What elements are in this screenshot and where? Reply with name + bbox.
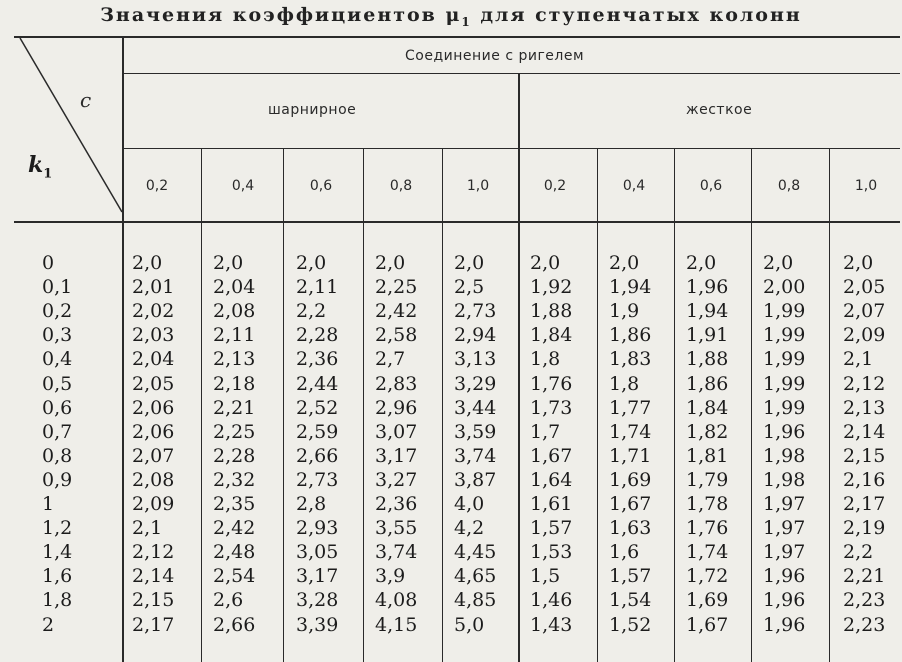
table-cell: 4,08 xyxy=(375,589,418,611)
table-cell: 1,67 xyxy=(686,614,729,636)
table-cell: 3,27 xyxy=(375,469,418,491)
c-header-cell: 0,2 xyxy=(145,178,169,194)
row-k1-label: 0 xyxy=(42,252,55,274)
table-cell: 2,11 xyxy=(213,324,256,346)
table-cell: 2,7 xyxy=(375,348,406,370)
table-cell: 1,92 xyxy=(530,276,573,298)
table-cell: 1,64 xyxy=(530,469,573,491)
table-cell: 1,82 xyxy=(686,421,729,443)
table-cell: 1,5 xyxy=(530,565,561,587)
table-cell: 2,59 xyxy=(296,421,339,443)
table-cell: 1,6 xyxy=(609,541,640,563)
vline-c8 xyxy=(751,149,752,662)
row-k1-label: 1 xyxy=(42,493,55,515)
table-cell: 2,1 xyxy=(843,348,874,370)
table-cell: 2,5 xyxy=(454,276,485,298)
table-cell: 1,96 xyxy=(763,565,806,587)
table-cell: 1,74 xyxy=(609,421,652,443)
corner-label-k1 xyxy=(28,152,52,181)
table-cell: 2,58 xyxy=(375,324,418,346)
table-cell: 1,96 xyxy=(763,614,806,636)
table-cell: 3,13 xyxy=(454,348,497,370)
c-header-cell: 0,4 xyxy=(622,178,646,194)
group-header: Соединение с ригелем xyxy=(405,48,585,64)
vline-c1 xyxy=(201,149,202,662)
table-cell: 2,0 xyxy=(843,252,874,274)
vline-c6 xyxy=(597,149,598,662)
table-cell: 1,96 xyxy=(763,421,806,443)
table-cell: 2,05 xyxy=(132,373,175,395)
vline-c9 xyxy=(829,149,830,662)
table-cell: 1,99 xyxy=(763,348,806,370)
table-cell: 4,85 xyxy=(454,589,497,611)
table-cell: 3,05 xyxy=(296,541,339,563)
row-k1-label: 0,4 xyxy=(42,348,73,370)
table-cell: 1,83 xyxy=(609,348,652,370)
table-cell: 2,00 xyxy=(763,276,806,298)
table-cell: 2,35 xyxy=(213,493,256,515)
table-cell: 2,08 xyxy=(213,300,256,322)
table-cell: 2,23 xyxy=(843,614,886,636)
table-cell: 2,94 xyxy=(454,324,497,346)
title-subscript: 1 xyxy=(461,14,472,29)
table-cell: 1,81 xyxy=(686,445,729,467)
table-cell: 2,96 xyxy=(375,397,418,419)
table-cell: 3,39 xyxy=(296,614,339,636)
table-cell: 1,46 xyxy=(530,589,573,611)
table-cell: 2,19 xyxy=(843,517,886,539)
table-cell: 2,2 xyxy=(843,541,874,563)
row-k1-label: 0,9 xyxy=(42,469,73,491)
table-cell: 1,97 xyxy=(763,493,806,515)
table-cell: 4,65 xyxy=(454,565,497,587)
table-cell: 2,07 xyxy=(843,300,886,322)
table-cell: 2,06 xyxy=(132,421,175,443)
table-cell: 3,29 xyxy=(454,373,497,395)
table-cell: 1,96 xyxy=(686,276,729,298)
table-cell: 1,99 xyxy=(763,300,806,322)
table-cell: 3,87 xyxy=(454,469,497,491)
table-cell: 2,0 xyxy=(686,252,717,274)
table-cell: 1,76 xyxy=(530,373,573,395)
table-cell: 2,52 xyxy=(296,397,339,419)
table-cell: 2,73 xyxy=(296,469,339,491)
table-cell: 1,7 xyxy=(530,421,561,443)
table-cell: 2,48 xyxy=(213,541,256,563)
table-cell: 1,79 xyxy=(686,469,729,491)
vline-corner xyxy=(122,37,124,662)
table-cell: 1,63 xyxy=(609,517,652,539)
title-text: Значения коэффициентов μ xyxy=(100,4,462,26)
table-cell: 2,21 xyxy=(843,565,886,587)
table-cell: 2,0 xyxy=(763,252,794,274)
c-header-cell: 1,0 xyxy=(854,178,878,194)
corner-k: k xyxy=(28,152,44,178)
table-cell: 2,42 xyxy=(375,300,418,322)
table-cell: 3,44 xyxy=(454,397,497,419)
table-cell: 3,17 xyxy=(296,565,339,587)
row-k1-label: 2 xyxy=(42,614,55,636)
table-cell: 1,86 xyxy=(609,324,652,346)
row-k1-label: 0,8 xyxy=(42,445,73,467)
corner-k-sub: 1 xyxy=(43,166,53,182)
table-cell: 2,2 xyxy=(296,300,327,322)
table-cell: 1,53 xyxy=(530,541,573,563)
row-k1-label: 0,5 xyxy=(42,373,73,395)
table-cell: 2,1 xyxy=(132,517,163,539)
row-k1-label: 0,6 xyxy=(42,397,73,419)
table-cell: 2,0 xyxy=(375,252,406,274)
table-cell: 1,78 xyxy=(686,493,729,515)
row-k1-label: 1,8 xyxy=(42,589,73,611)
table-cell: 1,43 xyxy=(530,614,573,636)
table-cell: 2,66 xyxy=(296,445,339,467)
c-header-cell: 1,0 xyxy=(466,178,490,194)
table-cell: 1,99 xyxy=(763,373,806,395)
table-cell: 2,0 xyxy=(454,252,485,274)
table-cell: 2,21 xyxy=(213,397,256,419)
row-k1-label: 1,6 xyxy=(42,565,73,587)
table-cell: 1,84 xyxy=(530,324,573,346)
table-cell: 2,14 xyxy=(843,421,886,443)
table-cell: 1,8 xyxy=(530,348,561,370)
table-cell: 1,54 xyxy=(609,589,652,611)
table-cell: 2,17 xyxy=(843,493,886,515)
table-cell: 1,99 xyxy=(763,324,806,346)
table-cell: 2,73 xyxy=(454,300,497,322)
table-cell: 2,32 xyxy=(213,469,256,491)
table-cell: 3,9 xyxy=(375,565,406,587)
c-header-cell: 0,8 xyxy=(389,178,413,194)
table-cell: 4,0 xyxy=(454,493,485,515)
table-cell: 5,0 xyxy=(454,614,485,636)
table-cell: 4,45 xyxy=(454,541,497,563)
table-cell: 1,97 xyxy=(763,541,806,563)
table-cell: 1,76 xyxy=(686,517,729,539)
table-cell: 1,8 xyxy=(609,373,640,395)
table-cell: 2,02 xyxy=(132,300,175,322)
table-cell: 2,03 xyxy=(132,324,175,346)
table-cell: 2,0 xyxy=(296,252,327,274)
table-cell: 2,12 xyxy=(843,373,886,395)
table-cell: 2,04 xyxy=(132,348,175,370)
table-cell: 2,28 xyxy=(213,445,256,467)
hinged-header: шарнирное xyxy=(268,102,357,118)
table-cell: 2,09 xyxy=(132,493,175,515)
table-cell: 3,74 xyxy=(375,541,418,563)
table-cell: 1,86 xyxy=(686,373,729,395)
c-header-cell: 0,6 xyxy=(309,178,333,194)
table-cell: 3,74 xyxy=(454,445,497,467)
table-cell: 2,08 xyxy=(132,469,175,491)
table-cell: 1,52 xyxy=(609,614,652,636)
title-suffix: для ступенчатых колонн xyxy=(471,4,802,26)
table-cell: 2,83 xyxy=(375,373,418,395)
table-cell: 2,23 xyxy=(843,589,886,611)
table-cell: 2,18 xyxy=(213,373,256,395)
table-cell: 2,66 xyxy=(213,614,256,636)
c-header-cell: 0,6 xyxy=(699,178,723,194)
table-cell: 2,17 xyxy=(132,614,175,636)
table-cell: 2,36 xyxy=(375,493,418,515)
table-cell: 2,25 xyxy=(213,421,256,443)
table-cell: 1,99 xyxy=(763,397,806,419)
table-cell: 1,88 xyxy=(686,348,729,370)
table-cell: 1,72 xyxy=(686,565,729,587)
table-cell: 2,13 xyxy=(843,397,886,419)
row-k1-label: 0,3 xyxy=(42,324,73,346)
row-k1-label: 1,2 xyxy=(42,517,73,539)
table-cell: 1,67 xyxy=(530,445,573,467)
table-cell: 2,25 xyxy=(375,276,418,298)
table-cell: 3,55 xyxy=(375,517,418,539)
table-cell: 2,15 xyxy=(843,445,886,467)
table-cell: 1,94 xyxy=(686,300,729,322)
row-k1-label: 0,2 xyxy=(42,300,73,322)
table-cell: 3,17 xyxy=(375,445,418,467)
table-cell: 1,91 xyxy=(686,324,729,346)
table-cell: 1,84 xyxy=(686,397,729,419)
table-cell: 2,07 xyxy=(132,445,175,467)
table-cell: 2,13 xyxy=(213,348,256,370)
table-cell: 2,6 xyxy=(213,589,244,611)
vline-c4 xyxy=(442,149,443,662)
table-cell: 2,0 xyxy=(132,252,163,274)
table-cell: 1,9 xyxy=(609,300,640,322)
table-cell: 3,07 xyxy=(375,421,418,443)
table-cell: 1,98 xyxy=(763,469,806,491)
table-cell: 3,59 xyxy=(454,421,497,443)
c-header-cell: 0,8 xyxy=(777,178,801,194)
table-cell: 4,2 xyxy=(454,517,485,539)
table-cell: 4,15 xyxy=(375,614,418,636)
vline-c3 xyxy=(363,149,364,662)
table-cell: 2,93 xyxy=(296,517,339,539)
table-cell: 2,12 xyxy=(132,541,175,563)
vline-c2 xyxy=(283,149,284,662)
row-k1-label: 0,1 xyxy=(42,276,73,298)
table-cell: 2,0 xyxy=(609,252,640,274)
table-cell: 1,67 xyxy=(609,493,652,515)
corner-label-c: c xyxy=(80,88,92,112)
table-cell: 2,15 xyxy=(132,589,175,611)
table-cell: 2,0 xyxy=(530,252,561,274)
table-cell: 1,88 xyxy=(530,300,573,322)
table-cell: 2,0 xyxy=(213,252,244,274)
row-k1-label: 0,7 xyxy=(42,421,73,443)
table-cell: 1,71 xyxy=(609,445,652,467)
table-cell: 2,54 xyxy=(213,565,256,587)
table-cell: 2,14 xyxy=(132,565,175,587)
table-cell: 3,28 xyxy=(296,589,339,611)
table-cell: 2,05 xyxy=(843,276,886,298)
table-cell: 1,69 xyxy=(686,589,729,611)
table-cell: 1,97 xyxy=(763,517,806,539)
table-cell: 1,98 xyxy=(763,445,806,467)
vline-c7 xyxy=(674,149,675,662)
table-cell: 2,8 xyxy=(296,493,327,515)
c-header-cell: 0,2 xyxy=(543,178,567,194)
c-header-cell: 0,4 xyxy=(231,178,255,194)
table-cell: 2,06 xyxy=(132,397,175,419)
table-cell: 1,69 xyxy=(609,469,652,491)
table-cell: 2,44 xyxy=(296,373,339,395)
table-cell: 1,77 xyxy=(609,397,652,419)
table-cell: 1,73 xyxy=(530,397,573,419)
table-cell: 2,09 xyxy=(843,324,886,346)
table-cell: 2,42 xyxy=(213,517,256,539)
table-cell: 2,11 xyxy=(296,276,339,298)
table-cell: 2,16 xyxy=(843,469,886,491)
table-cell: 1,96 xyxy=(763,589,806,611)
table-cell: 2,04 xyxy=(213,276,256,298)
table-cell: 1,74 xyxy=(686,541,729,563)
vline-group xyxy=(518,74,520,662)
table-cell: 2,36 xyxy=(296,348,339,370)
rigid-header: жесткое xyxy=(686,102,753,118)
row-k1-label: 1,4 xyxy=(42,541,73,563)
table-cell: 1,57 xyxy=(609,565,652,587)
table-cell: 2,28 xyxy=(296,324,339,346)
table-cell: 2,01 xyxy=(132,276,175,298)
table-cell: 1,94 xyxy=(609,276,652,298)
table-cell: 1,57 xyxy=(530,517,573,539)
table-cell: 1,61 xyxy=(530,493,573,515)
